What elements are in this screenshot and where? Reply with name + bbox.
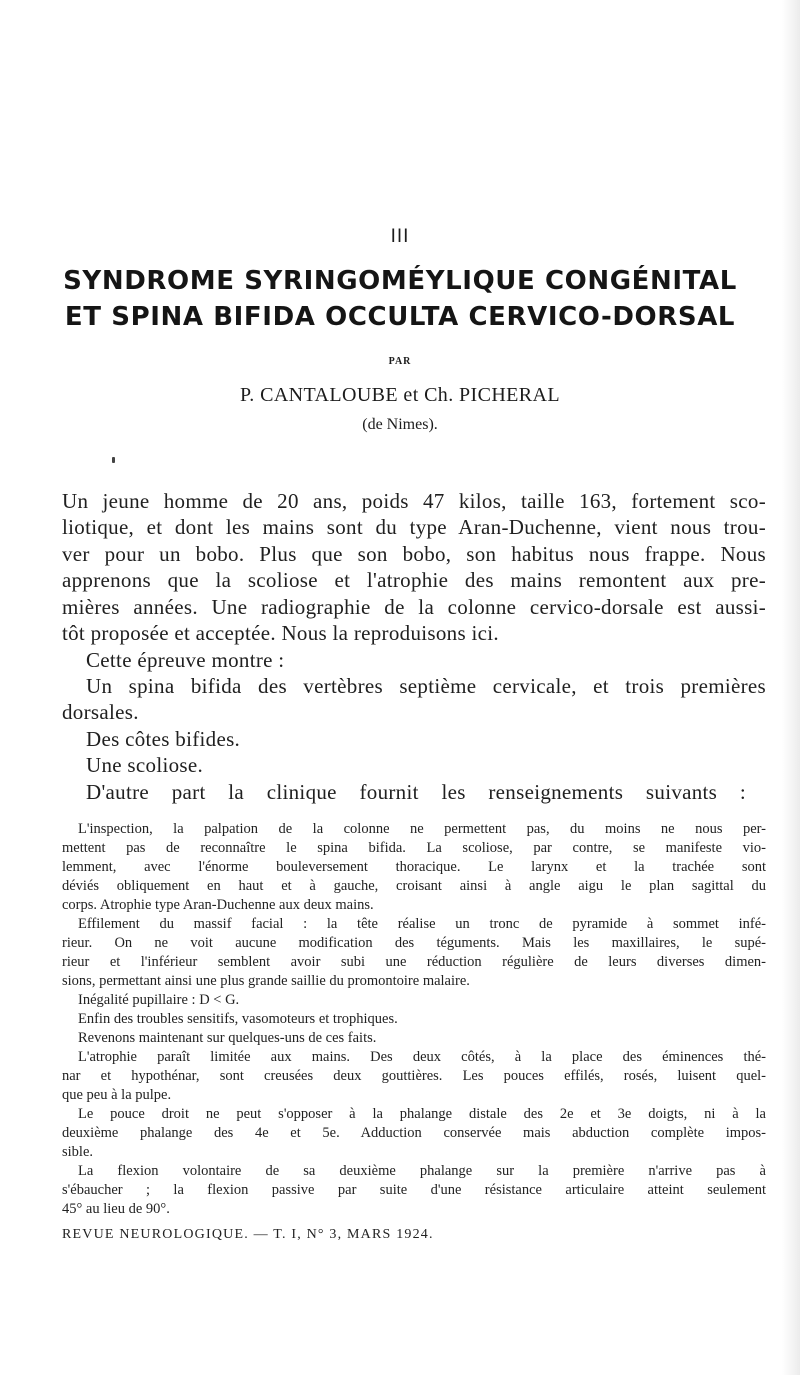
body-line: liotique, et dont les mains sont du type Aran-Duchenne, vient nous trou- [62,515,766,539]
body-line-small: s'ébaucher ; la flexion passive par suite d'une résistance articulaire atteint seulement [62,1182,766,1198]
page-edge-shadow [782,0,800,1375]
body-line: Une scoliose. [86,753,204,777]
body-line-small: que peu à la pulpe. [62,1087,172,1103]
body-line-small: Le pouce droit ne peut s'opposer à la phalange distale des 2e et 3e doigts, ni à la [78,1106,766,1122]
body-line: Cette épreuve montre : [86,648,285,672]
body-line-small: 45° au lieu de 90°. [62,1201,170,1217]
body-line-small: lemment, avec l'énorme bouleversement thoracique. Le larynx et la trachée sont [62,859,766,875]
body-line: dorsales. [62,700,139,724]
body-line-small: Effilement du massif facial : la tête réalise un tronc de pyramide à sommet infé- [78,916,766,932]
body-line-small: nar et hypothénar, sont creusées deux gouttières. Les pouces effilés, rosés, luisent quel- [62,1068,766,1084]
body-line-small: déviés obliquement en haut et à gauche, croisant ainsi à angle aigu le plan sagittal du [62,878,766,894]
title-line-1: SYNDROME SYRINGOMÉYLIQUE CONGÉNITAL [63,266,737,296]
body-line-small: rieur. On ne voit aucune modification des téguments. Mais les maxillaires, le supé- [62,935,766,951]
body-line-small: Revenons maintenant sur quelques-uns de ces faits. [78,1030,377,1046]
body-line-small: Enfin des troubles sensitifs, vasomoteurs et trophiques. [78,1011,398,1027]
affiliation: (de Nimes). [362,416,438,433]
authors: P. CANTALOUBE et Ch. PICHERAL [239,384,560,406]
body-line-small: L'atrophie paraît limitée aux mains. Des deux côtés, à la place des éminences thé- [78,1049,766,1065]
body-line-small: corps. Atrophie type Aran-Duchenne aux deux mains. [62,897,374,913]
body-line: mières années. Une radiographie de la colonne cervico-dorsale est aussi- [62,595,766,619]
title-line-2: ET SPINA BIFIDA OCCULTA CERVICO-DORSAL [64,302,736,332]
par-label: PAR [388,356,412,367]
body-line-small: deuxième phalange des 4e et 5e. Adduction conservée mais abduction complète impos- [62,1125,766,1141]
body-line-small: La flexion volontaire de sa deuxième phalange sur la première n'arrive pas à [78,1163,766,1179]
body-line: apprenons que la scoliose et l'atrophie des mains remontent aux pre- [62,568,766,592]
body-line-small: sible. [62,1144,94,1160]
body-line: D'autre part la clinique fournit les renseignements suivants : [86,780,746,804]
body-line-small: mettent pas de reconnaître le spina bifida. La scoliose, par contre, se manifeste vio- [62,840,766,856]
journal-footer: REVUE NEUROLOGIQUE. — T. I, N° 3, MARS 1924. [62,1227,434,1242]
body-line-small: rieur et l'inférieur semblent avoir subi une réduction régulière de leurs diverses dimen- [62,954,766,970]
body-line-small: Inégalité pupillaire : D < G. [78,992,240,1008]
section-number: III [390,226,410,247]
print-speck [112,457,115,463]
body-line-small: sions, permettant ainsi une plus grande saillie du promontoire malaire. [62,973,470,989]
body-line: Un spina bifida des vertèbres septième cervicale, et trois premières [86,674,766,698]
body-line: Un jeune homme de 20 ans, poids 47 kilos, taille 163, fortement sco- [62,489,766,513]
body-line: Des côtes bifides. [86,727,241,751]
body-line-small: L'inspection, la palpation de la colonne ne permettent pas, du moins ne nous per- [78,821,766,837]
body-line: tôt proposée et acceptée. Nous la reproduisons ici. [62,621,499,645]
body-line: ver pour un bobo. Plus que son bobo, son habitus nous frappe. Nous [62,542,766,566]
